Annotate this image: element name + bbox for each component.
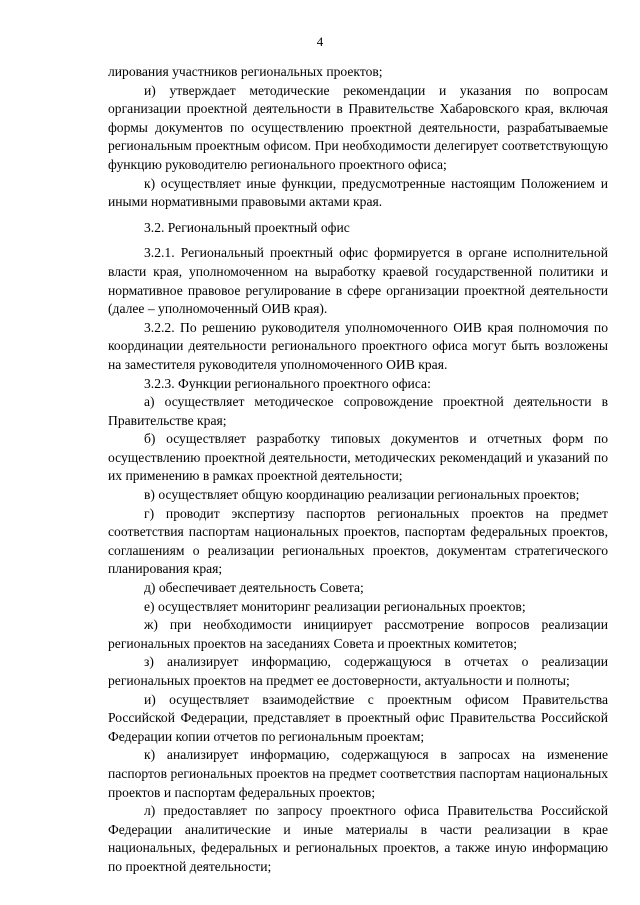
section-heading: 3.2. Региональный проектный офис: [144, 219, 350, 235]
paragraph: 3.2.1. Региональный проектный офис формируется в органе исполнительной власти края, уполномоченном на выработку краевой государственной политики и нормативное правовое регулирование в сфере организации проектной деятельности (далее – уполномоченный ОИВ края).: [108, 245, 608, 317]
list-item: ж) при необходимости инициирует рассмотрение вопросов реализации региональных проектов на заседаниях Совета и проектных комитетов;: [108, 617, 608, 651]
paragraph: лирования участников региональных проектов;: [108, 64, 383, 79]
list-item: к) анализирует информацию, содержащуюся в запросах на изменение паспортов региональных проектов на предмет соответствия паспортам национальных проектов и паспортам федеральных проектов;: [108, 747, 608, 800]
list-item: г) проводит экспертизу паспортов региональных проектов на предмет соответствия паспортам национальных проектов, паспортам федеральных проектов, соглашениям о реализации региональных проектов, документам стратегического планирования края;: [108, 505, 608, 577]
paragraph: и) утверждает методические рекомендации и указания по вопросам организации проектной деятельности в Правительстве Хабаровского края, включая формы документов по осуществлению проектной деятельности, разрабатываемые региональным проектным офисом. При необходимости делегирует соответствующую функцию руководителю регионального проектного офиса;: [108, 82, 608, 172]
list-item: б) осуществляет разработку типовых документов и отчетных форм по осуществлению проектной деятельности, методических рекомендаций и указаний по их применению в рамках проектной деятельности;: [108, 431, 608, 484]
list-item: д) обеспечивает деятельность Совета;: [144, 580, 364, 596]
paragraph: к) осуществляет иные функции, предусмотренные настоящим Положением и иными нормативными правовыми актами края.: [108, 175, 608, 210]
list-item: и) осуществляет взаимодействие с проектным офисом Правительства Российской Федерации, представляет в проектный офис Правительства Российской Федерации копии отчетов по региональным проектам;: [108, 691, 608, 744]
list-item: л) предоставляет по запросу проектного офиса Правительства Российской Федерации аналитические и иные материалы в части реализации в крае национальных, федеральных и региональных проектов, а также иную информацию по проектной деятельности;: [108, 803, 608, 874]
list-item: з) анализирует информацию, содержащуюся в отчетах о реализации региональных проектов на предмет ее достоверности, актуальности и полноты;: [108, 654, 608, 688]
paragraph: 3.2.2. По решению руководителя уполномоченного ОИВ края полномочия по координации деятельности регионального проектного офиса могут быть возложены на заместителя руководителя уполномоченного ОИВ края.: [108, 319, 608, 372]
page-number: 4: [316, 34, 324, 49]
list-item: в) осуществляет общую координацию реализации региональных проектов;: [144, 487, 580, 503]
list-item: а) осуществляет методическое сопровождение проектной деятельности в Правительстве края;: [108, 394, 608, 428]
body-text: [108, 63, 608, 877]
list-item: е) осуществляет мониторинг реализации региональных проектов;: [144, 598, 526, 614]
paragraph: 3.2.3. Функции регионального проектного офиса:: [144, 375, 431, 391]
